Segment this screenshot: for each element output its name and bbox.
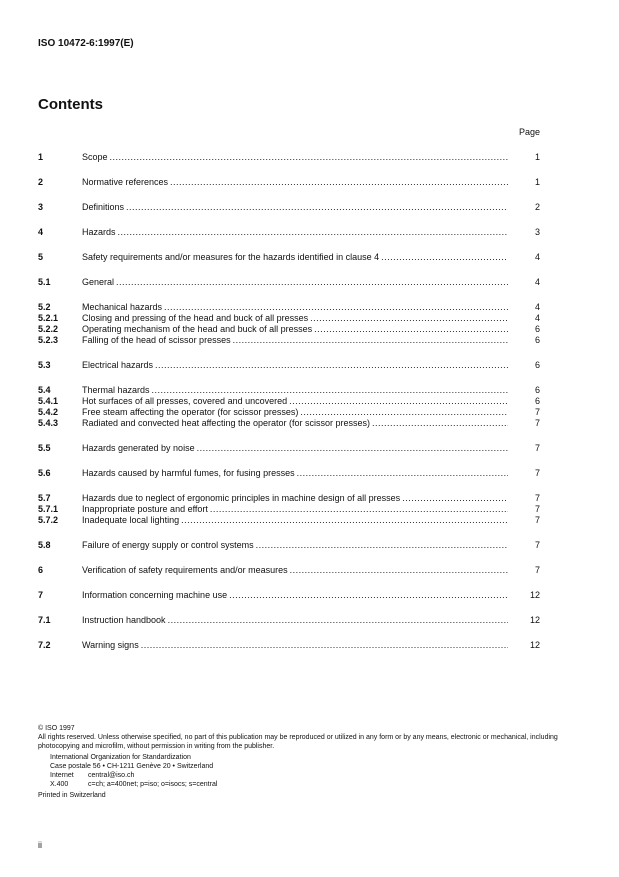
toc-entry-title: Mechanical hazards <box>82 302 163 312</box>
toc-entry-number: 5.4.1 <box>38 396 59 406</box>
dot-leader <box>289 396 508 407</box>
dot-leader <box>197 443 508 454</box>
toc-entry-number: 5.2.2 <box>38 324 59 334</box>
dot-leader <box>141 640 508 651</box>
toc-entry-page: 7 <box>534 443 540 453</box>
toc-entry-title: Scope <box>82 152 108 162</box>
dot-leader <box>233 335 508 346</box>
toc-entry-title: Information concerning machine use <box>82 590 228 600</box>
toc-entry[interactable] <box>38 540 540 551</box>
toc-entry-number: 5.6 <box>38 468 51 478</box>
toc-entry[interactable] <box>38 504 540 515</box>
toc-entry-page: 6 <box>534 335 540 345</box>
toc-entry[interactable] <box>38 418 540 429</box>
dot-leader <box>290 565 508 576</box>
org-name: International Organization for Standardization <box>50 754 191 761</box>
toc-entry[interactable] <box>38 443 540 454</box>
toc-entry-title: Hazards due to neglect of ergonomic principles in machine design of all presses <box>82 493 401 503</box>
toc-entry-title: Thermal hazards <box>82 385 150 395</box>
page-number: ii <box>38 840 42 850</box>
internet-line <box>38 771 583 780</box>
toc-entry-number: 5.4 <box>38 385 51 395</box>
toc-entry-number: 6 <box>38 565 44 575</box>
toc-entry-page: 4 <box>534 313 540 323</box>
toc-entry-page: 7 <box>534 504 540 514</box>
toc-entry-title: Failure of energy supply or control systems <box>82 540 254 550</box>
toc-entry-number: 5.2.1 <box>38 313 59 323</box>
dot-leader <box>164 302 508 313</box>
dot-leader <box>118 227 508 238</box>
dot-leader <box>229 590 508 601</box>
toc-entry-title: Hot surfaces of all presses, covered and uncovered <box>82 396 288 406</box>
toc-entry[interactable] <box>38 277 540 288</box>
toc-entry[interactable] <box>38 468 540 479</box>
internet-label: Internet <box>50 772 74 779</box>
dot-leader <box>170 177 508 188</box>
toc-entry-title: Safety requirements and/or measures for the hazards identified in clause 4 <box>82 252 380 262</box>
toc-entry-number: 5.2 <box>38 302 51 312</box>
toc-entry[interactable] <box>38 313 540 324</box>
toc-entry-title: Inadequate local lighting <box>82 515 180 525</box>
toc-entry-page: 7 <box>534 418 540 428</box>
dot-leader <box>310 313 508 324</box>
toc-entry-title: Hazards caused by harmful fumes, for fusing presses <box>82 468 295 478</box>
toc-entry-number: 5.8 <box>38 540 51 550</box>
org-address: Case postale 56 • CH-1211 Genève 20 • Switzerland <box>50 763 214 770</box>
toc-entry-number: 5 <box>38 252 44 262</box>
page-column-label: Page <box>518 127 540 137</box>
toc-entry-page: 6 <box>534 360 540 370</box>
toc-entry[interactable] <box>38 590 540 601</box>
document-header: ISO 10472-6:1997(E) <box>38 38 134 49</box>
dot-leader <box>256 540 508 551</box>
toc-entry-number: 7.2 <box>38 640 51 650</box>
toc-entry-title: Operating mechanism of the head and buck of all presses <box>82 324 313 334</box>
toc-entry-number: 3 <box>38 202 44 212</box>
toc-entry-page: 1 <box>534 152 540 162</box>
dot-leader <box>381 252 508 263</box>
toc-entry-title: Warning signs <box>82 640 139 650</box>
toc-entry-title: Normative references <box>82 177 169 187</box>
toc-entry-title: Instruction handbook <box>82 615 166 625</box>
toc-entry-page: 7 <box>534 468 540 478</box>
toc-entry-page: 3 <box>534 227 540 237</box>
toc-entry-title: Free steam affecting the operator (for scissor presses) <box>82 407 299 417</box>
toc-entry-number: 4 <box>38 227 44 237</box>
dot-leader <box>402 493 508 504</box>
copyright-footer <box>38 724 583 800</box>
toc-entry-page: 7 <box>534 565 540 575</box>
toc-entry-title: Electrical hazards <box>82 360 154 370</box>
toc-entry-title: Closing and pressing of the head and buck of all presses <box>82 313 309 323</box>
toc-entry-number: 5.2.3 <box>38 335 59 345</box>
dot-leader <box>300 407 508 418</box>
x400-label: X.400 <box>50 781 69 788</box>
toc-entry[interactable] <box>38 385 540 396</box>
toc-entry[interactable] <box>38 640 540 651</box>
toc-entry-page: 4 <box>534 302 540 312</box>
toc-entry-page: 12 <box>529 590 540 600</box>
toc-entry-title: Definitions <box>82 202 125 212</box>
dot-leader <box>210 504 508 515</box>
toc-entry-page: 4 <box>534 252 540 262</box>
toc-entry[interactable] <box>38 493 540 504</box>
toc-entry-title: Radiated and convected heat affecting the operator (for scissor presses) <box>82 418 370 428</box>
dot-leader <box>126 202 508 213</box>
toc-entry[interactable] <box>38 396 540 407</box>
dot-leader <box>181 515 508 526</box>
toc-entry-number: 5.3 <box>38 360 51 370</box>
toc-entry[interactable] <box>38 202 540 213</box>
toc-entry-number: 1 <box>38 152 44 162</box>
toc-entry-title: Hazards <box>82 227 116 237</box>
toc-entry[interactable] <box>38 177 540 188</box>
toc-entry[interactable] <box>38 227 540 238</box>
toc-entry-number: 5.1 <box>38 277 51 287</box>
toc-entry-title: Hazards generated by noise <box>82 443 195 453</box>
dot-leader <box>297 468 508 479</box>
toc-entry-page: 7 <box>534 515 540 525</box>
toc-entry-page: 1 <box>534 177 540 187</box>
toc-entry-page: 7 <box>534 407 540 417</box>
toc-entry-page: 2 <box>534 202 540 212</box>
internet-value: central@iso.ch <box>88 772 135 779</box>
toc-entry-title: Falling of the head of scissor presses <box>82 335 231 345</box>
table-of-contents <box>38 152 540 651</box>
toc-entry-title: General <box>82 277 115 287</box>
toc-entry-number: 2 <box>38 177 44 187</box>
dot-leader <box>152 385 508 396</box>
toc-entry[interactable] <box>38 252 540 263</box>
toc-entry[interactable] <box>38 152 540 163</box>
toc-entry[interactable] <box>38 335 540 346</box>
x400-line <box>38 780 583 789</box>
toc-entry[interactable] <box>38 565 540 576</box>
dot-leader <box>168 615 508 626</box>
toc-entry-page: 6 <box>534 385 540 395</box>
toc-entry[interactable] <box>38 324 540 335</box>
toc-entry-page: 4 <box>534 277 540 287</box>
toc-entry-page: 12 <box>529 615 540 625</box>
toc-entry-number: 5.7.1 <box>38 504 59 514</box>
dot-leader <box>155 360 508 371</box>
copyright-line: © ISO 1997 <box>38 725 75 732</box>
toc-entry-number: 5.4.3 <box>38 418 59 428</box>
page-title: Contents <box>38 96 103 113</box>
printed-note: Printed in Switzerland <box>38 792 106 799</box>
toc-entry-number: 5.4.2 <box>38 407 59 417</box>
dot-leader <box>116 277 508 288</box>
toc-entry-title: Verification of safety requirements and/or measures <box>82 565 288 575</box>
toc-entry-page: 7 <box>534 493 540 503</box>
toc-entry-number: 5.7.2 <box>38 515 59 525</box>
toc-entry[interactable] <box>38 515 540 526</box>
dot-leader <box>372 418 508 429</box>
rights-statement: All rights reserved. Unless otherwise specified, no part of this publication may be reproduced or utilized in any form or by any means, electronic or mechanical, including photocopying and microfilm, without permission in writing from the publisher. <box>38 734 558 750</box>
toc-entry-page: 12 <box>529 640 540 650</box>
toc-entry-page: 7 <box>534 540 540 550</box>
toc-entry-number: 7.1 <box>38 615 51 625</box>
dot-leader <box>314 324 508 335</box>
toc-entry-title: Inappropriate posture and effort <box>82 504 208 514</box>
toc-entry-number: 5.5 <box>38 443 51 453</box>
toc-entry-number: 5.7 <box>38 493 51 503</box>
toc-entry[interactable] <box>38 615 540 626</box>
toc-entry[interactable] <box>38 302 540 313</box>
toc-entry[interactable] <box>38 407 540 418</box>
toc-entry-page: 6 <box>534 396 540 406</box>
toc-entry[interactable] <box>38 360 540 371</box>
x400-value: c=ch; a=400net; p=iso; o=isocs; s=central <box>88 781 218 788</box>
toc-entry-number: 7 <box>38 590 44 600</box>
toc-entry-page: 6 <box>534 324 540 334</box>
dot-leader <box>110 152 508 163</box>
